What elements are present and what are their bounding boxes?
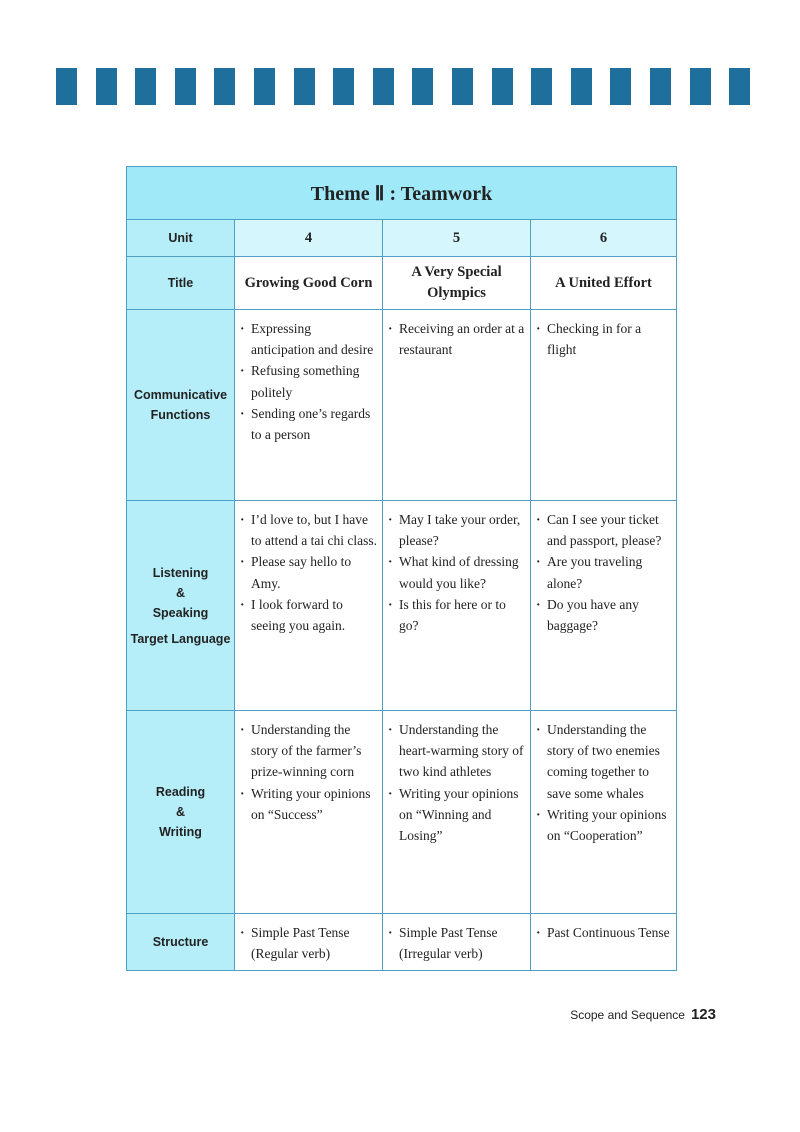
- stripe-block: [610, 68, 631, 105]
- bullet-item: · Do you have any baggage?: [535, 594, 672, 636]
- content-cell: [383, 914, 531, 971]
- row-label: [127, 711, 235, 914]
- row-label-line: Reading: [155, 785, 206, 799]
- stripe-block: [254, 68, 275, 105]
- bullet-item: · Receiving an order at a restaurant: [387, 318, 526, 360]
- content-cell: [531, 914, 677, 971]
- stripe-block: [294, 68, 315, 105]
- bullet-item: · Are you traveling alone?: [535, 551, 672, 593]
- bullet-item: · I’d love to, but I have to attend a tai chi class.: [239, 509, 378, 551]
- bullet-item: · Is this for here or to go?: [387, 594, 526, 636]
- bullet-item: · Writing your opinions on “Success”: [239, 783, 378, 825]
- content-row: [127, 501, 677, 711]
- decorative-stripe-bar: [56, 68, 756, 105]
- stripe-block: [135, 68, 156, 105]
- page-number: 123: [690, 1006, 716, 1023]
- row-label-line: Functions: [150, 408, 211, 422]
- stripe-block: [96, 68, 117, 105]
- content-cell: [235, 914, 383, 971]
- content-cell: [235, 711, 383, 914]
- bullet-item: · What kind of dressing would you like?: [387, 551, 526, 593]
- bullet-item: · May I take your order, please?: [387, 509, 526, 551]
- content-row: [127, 711, 677, 914]
- stripe-block: [333, 68, 354, 105]
- stripe-block: [531, 68, 552, 105]
- stripe-block: [56, 68, 77, 105]
- content-cell: [383, 501, 531, 711]
- stripe-block: [452, 68, 473, 105]
- bullet-item: · Refusing something politely: [239, 360, 378, 402]
- content-cell: [383, 310, 531, 501]
- content-cell: [383, 711, 531, 914]
- bullet-item: · Can I see your ticket and passport, please?: [535, 509, 672, 551]
- bullet-item: · Past Continuous Tense: [535, 922, 672, 943]
- bullet-item: · Understanding the heart-warming story of two kind athletes: [387, 719, 526, 783]
- title-label: Title: [127, 257, 235, 310]
- unit-row: [127, 220, 677, 257]
- bullet-item: · Writing your opinions on “Cooperation”: [535, 804, 672, 846]
- unit-title: Growing Good Corn: [235, 257, 383, 310]
- row-label-line: &: [175, 805, 186, 819]
- content-cell: [531, 310, 677, 501]
- bullet-item: · Sending one’s regards to a person: [239, 403, 378, 445]
- stripe-block: [571, 68, 592, 105]
- row-label: [127, 914, 235, 971]
- unit-title: A United Effort: [531, 257, 677, 310]
- stripe-block: [175, 68, 196, 105]
- bullet-item: · Understanding the story of two enemies coming together to save some whales: [535, 719, 672, 804]
- unit-label: Unit: [127, 220, 235, 257]
- stripe-block: [650, 68, 671, 105]
- row-label-line: Structure: [152, 935, 209, 950]
- stripe-block: [373, 68, 394, 105]
- row-label-line: Speaking: [152, 605, 209, 620]
- bullet-item: · I look forward to seeing you again.: [239, 594, 378, 636]
- stripe-block: [492, 68, 513, 105]
- bullet-item: · Please say hello to Amy.: [239, 551, 378, 593]
- stripe-block: [214, 68, 235, 105]
- content-cell: [235, 310, 383, 501]
- row-label-line: Listening: [152, 565, 209, 580]
- bullet-item: · Simple Past Tense (Regular verb): [239, 922, 378, 964]
- row-label: [127, 310, 235, 501]
- theme-row: [127, 167, 677, 220]
- bullet-item: · Understanding the story of the farmer’s prize-winning corn: [239, 719, 378, 783]
- row-label-line: &: [175, 585, 186, 600]
- stripe-block: [729, 68, 750, 105]
- stripe-block: [690, 68, 711, 105]
- title-row: [127, 257, 677, 310]
- section-name: Scope and Sequence: [570, 1008, 685, 1022]
- row-label-line: Writing: [159, 825, 202, 839]
- content-row: [127, 914, 677, 971]
- unit-number: 4: [235, 220, 383, 257]
- scope-sequence-table: [126, 166, 677, 971]
- content-cell: [531, 711, 677, 914]
- page-footer: [570, 1006, 716, 1023]
- row-label-line: Target Language: [130, 631, 231, 646]
- bullet-item: · Checking in for a flight: [535, 318, 672, 360]
- unit-number: 6: [531, 220, 677, 257]
- content-row: [127, 310, 677, 501]
- unit-number: 5: [383, 220, 531, 257]
- bullet-item: · Simple Past Tense (Irregular verb): [387, 922, 526, 964]
- bullet-item: · Expressing anticipation and desire: [239, 318, 378, 360]
- row-label-line: Communicative: [133, 388, 228, 402]
- content-cell: [531, 501, 677, 711]
- unit-title: A Very Special Olympics: [383, 257, 531, 310]
- content-cell: [235, 501, 383, 711]
- bullet-item: · Writing your opinions on “Winning and Losing”: [387, 783, 526, 847]
- theme-title: Theme Ⅱ : Teamwork: [127, 167, 677, 220]
- stripe-block: [412, 68, 433, 105]
- row-label: [127, 501, 235, 711]
